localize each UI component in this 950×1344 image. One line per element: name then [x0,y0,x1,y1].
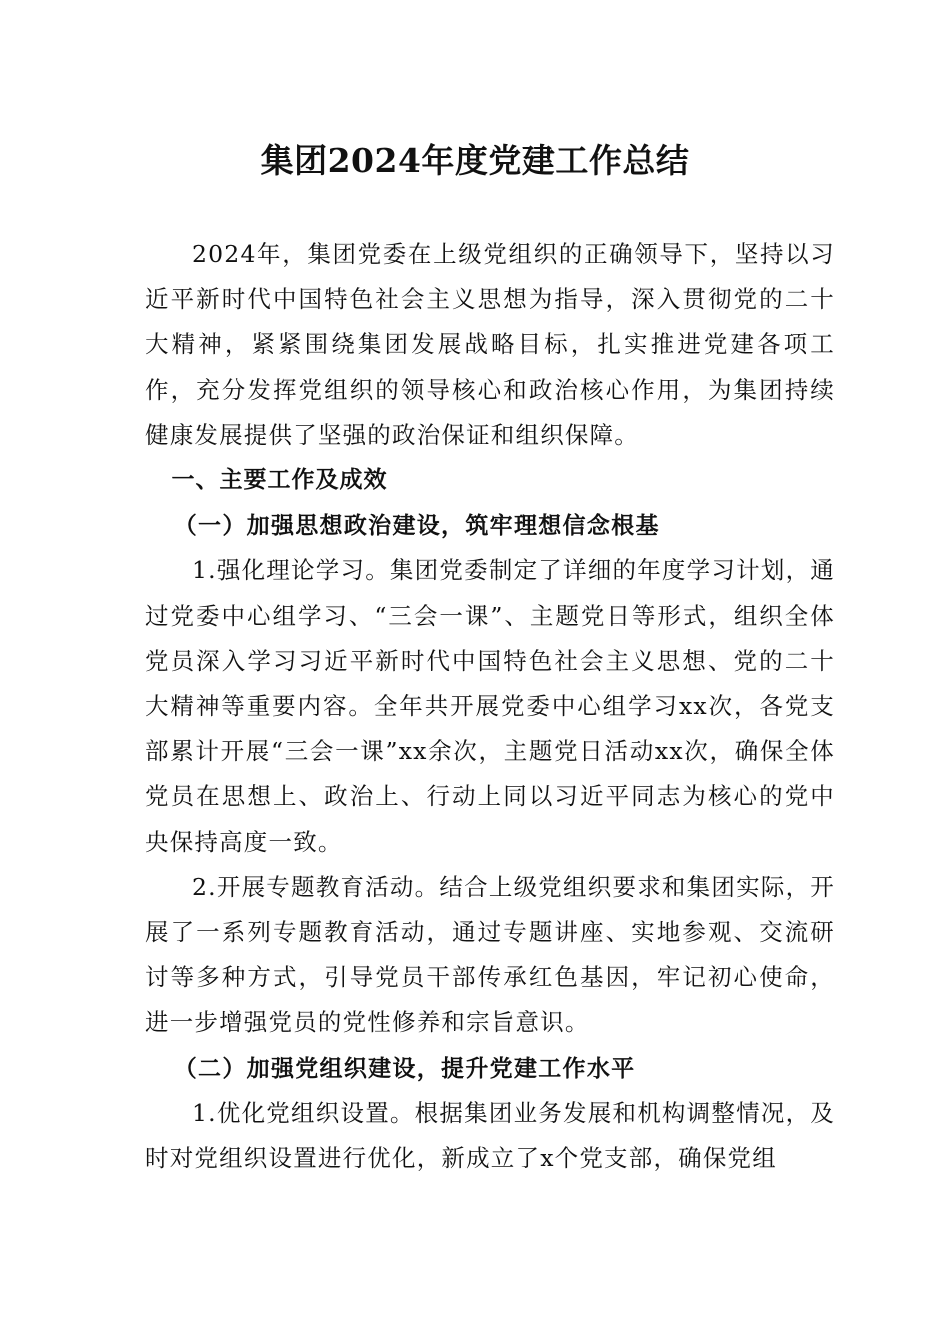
intro-paragraph: 2024年，集团党委在上级党组织的正确领导下，坚持以习近平新时代中国特色社会主义思想为指导，深入贯彻党的二十大精神，紧紧围绕集团发展战略目标，扎实推进党建各项工作，充分发挥党组织的领导核心和政治核心作用，为集团持续健康发展提供了坚强的政治保证和组织保障。 [145,240,835,449]
paragraph-theory-study: 1.强化理论学习。集团党委制定了详细的年度学习计划，通过党委中心组学习、“三会一课”、主题党日等形式，组织全体党员深入学习习近平新时代中国特色社会主义思想、党的二十大精神等重要内容。全年共开展党委中心组学习xx次，各党支部累计开展“三会一课”xx余次，主题党日活动xx次，确保全体党员在思想上、政治上、行动上同以习近平同志为核心的党中央保持高度一致。 [145,556,835,856]
subsection-heading-ideology: （一）加强思想政治建设，筑牢理想信念根基 [173,512,660,540]
paragraph-thematic-education: 2.开展专题教育活动。结合上级党组织要求和集团实际，开展了一系列专题教育活动，通过专题讲座、实地参观、交流研讨等多种方式，引导党员干部传承红色基因，牢记初心使命，进一步增强党员的党性修养和宗旨意识。 [145,872,835,1037]
paragraph-organization-setup: 1.优化党组织设置。根据集团业务发展和机构调整情况，及时对党组织设置进行优化，新成立了x个党支部，确保党组 [145,1098,835,1173]
subsection-heading-organization: （二）加强党组织建设，提升党建工作水平 [173,1054,636,1082]
section-heading-main-work: 一、主要工作及成效 [171,467,388,494]
document-body [145,232,835,1181]
document-title: 集团2024年度党建工作总结 [260,141,690,180]
